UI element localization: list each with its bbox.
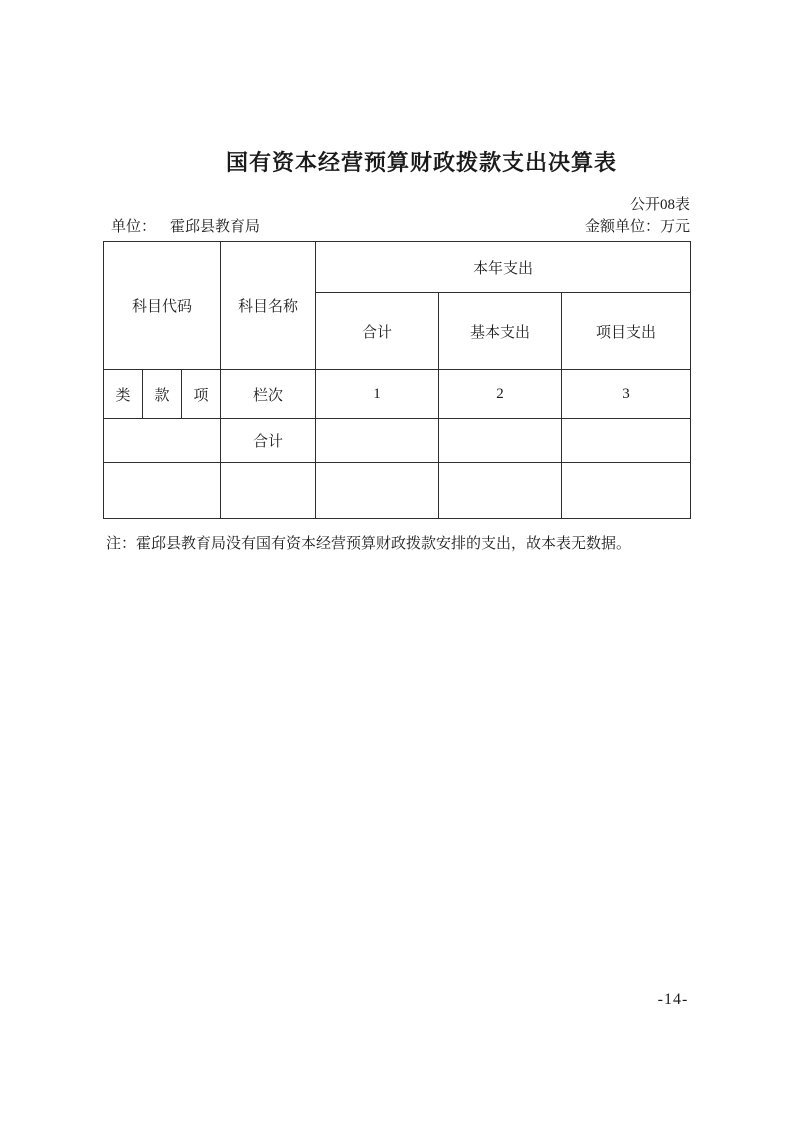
fiscal-table (103, 241, 691, 519)
table-row-total (104, 419, 691, 463)
header-item: 项 (182, 370, 221, 419)
cell-basic (439, 419, 562, 463)
page-title: 国有资本经营预算财政拨款支出决算表 (225, 151, 617, 176)
header-basic-expenditure: 基本支出 (439, 293, 562, 370)
form-number-label: 公开08表 (629, 197, 690, 213)
header-class: 类 (104, 370, 143, 419)
header-subject-name: 科目名称 (221, 242, 316, 370)
header-subject-code: 科目代码 (104, 242, 221, 370)
column-number-2: 2 (439, 370, 562, 419)
table-column-index-row (104, 370, 691, 419)
table-row-empty (104, 463, 691, 519)
column-number-1: 1 (316, 370, 439, 419)
cell-project (562, 463, 691, 519)
column-number-3: 3 (562, 370, 691, 419)
table-header-row-1 (104, 242, 691, 293)
cell-code (104, 463, 221, 519)
cell-project (562, 419, 691, 463)
page-number: -14- (657, 991, 689, 1008)
unit-block (103, 215, 260, 236)
header-column-label: 栏次 (221, 370, 316, 419)
unit-label: 单位： (111, 219, 157, 235)
cell-total (316, 463, 439, 519)
unit-value: 霍邱县教育局 (170, 219, 261, 235)
cell-code (104, 419, 221, 463)
meta-row (103, 215, 690, 236)
header-section: 款 (143, 370, 182, 419)
header-current-year-expenditure: 本年支出 (316, 242, 691, 293)
cell-name: 合计 (221, 419, 316, 463)
cell-total (316, 419, 439, 463)
footnote: 注：霍邱县教育局没有国有资本经营预算财政拨款安排的支出，故本表无数据。 (106, 536, 632, 552)
cell-basic (439, 463, 562, 519)
header-project-expenditure: 项目支出 (562, 293, 691, 370)
header-total: 合计 (316, 293, 439, 370)
amount-unit-label: 金额单位：万元 (584, 219, 690, 235)
cell-name (221, 463, 316, 519)
